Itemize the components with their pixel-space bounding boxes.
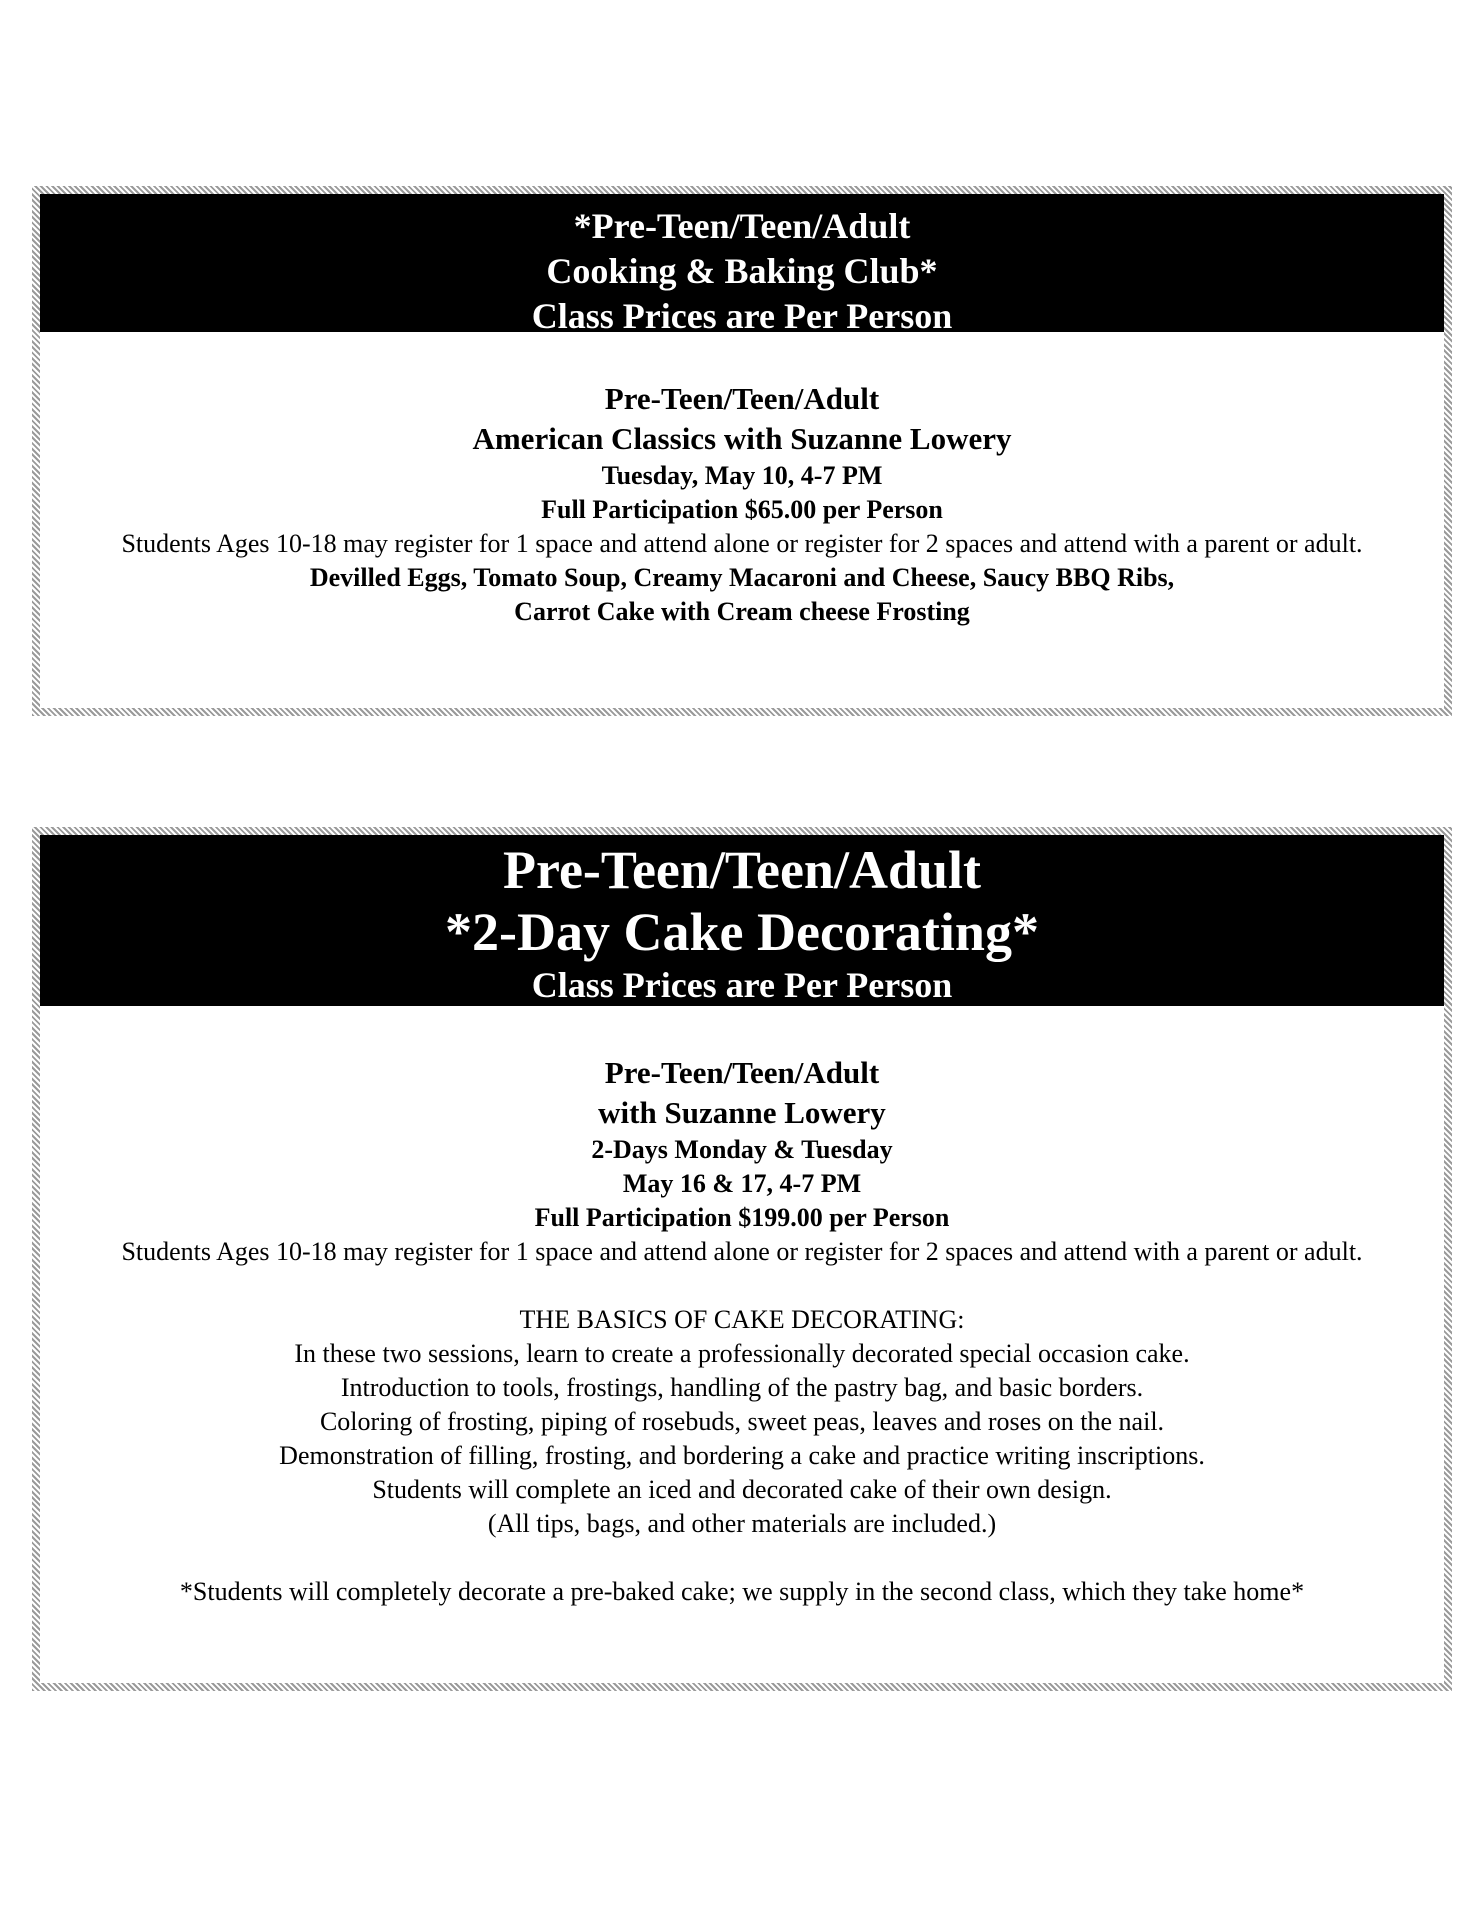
class-menu-line: Carrot Cake with Cream cheese Frosting [514,597,970,626]
basics-line: Introduction to tools, frostings, handling of the pastry bag, and basic borders. [340,1373,1144,1402]
class-price: Full Participation $65.00 per Person [541,495,943,524]
banner-line: Class Prices are Per Person [531,296,953,336]
class-date: Tuesday, May 10, 4-7 PM [601,461,883,490]
basics-line: In these two sessions, learn to create a professionally decorated special occasion cake. [294,1339,1190,1368]
class-audience: Pre-Teen/Teen/Adult [604,1055,880,1090]
class-box-cake-decorating [32,827,1452,1691]
class-audience: Pre-Teen/Teen/Adult [604,381,880,416]
basics-line: Students will complete an iced and decorated cake of their own design. [372,1475,1112,1504]
class-title: American Classics with Suzanne Lowery [472,421,1012,456]
basics-line: (All tips, bags, and other materials are included.) [487,1509,997,1538]
banner-line: Cooking & Baking Club* [546,251,938,291]
class-banner [40,835,1444,1006]
class-price: Full Participation $199.00 per Person [534,1203,950,1232]
class-box-cooking-baking [32,186,1452,716]
banner-line: Class Prices are Per Person [531,965,953,1005]
class-registration-note: Students Ages 10-18 may register for 1 space and attend alone or register for 2 spaces and attend with a parent or adult. [121,529,1363,558]
banner-line: *Pre-Teen/Teen/Adult [573,206,911,246]
spacer [40,1269,1444,1303]
class-registration-note: Students Ages 10-18 may register for 1 space and attend alone or register for 2 spaces and attend with a parent or adult. [121,1237,1363,1266]
class-banner [40,194,1444,336]
basics-heading: THE BASICS OF CAKE DECORATING: [519,1305,965,1334]
class-menu-line: Devilled Eggs, Tomato Soup, Creamy Macaroni and Cheese, Saucy BBQ Ribs, [309,563,1175,592]
spacer [40,1541,1444,1575]
basics-line: Coloring of frosting, piping of rosebuds, sweet peas, leaves and roses on the nail. [319,1407,1165,1436]
class-details [40,332,1444,629]
basics-line: Demonstration of filling, frosting, and bordering a cake and practice writing inscriptions. [279,1441,1205,1470]
class-details [40,1006,1444,1609]
banner-line: *2-Day Cake Decorating* [445,902,1039,962]
banner-line: Pre-Teen/Teen/Adult [502,840,982,900]
class-date: May 16 & 17, 4-7 PM [622,1169,862,1198]
class-days: 2-Days Monday & Tuesday [591,1135,893,1164]
take-home-note: *Students will completely decorate a pre-baked cake; we supply in the second class, which they take home* [179,1577,1305,1606]
class-title: with Suzanne Lowery [598,1095,886,1130]
